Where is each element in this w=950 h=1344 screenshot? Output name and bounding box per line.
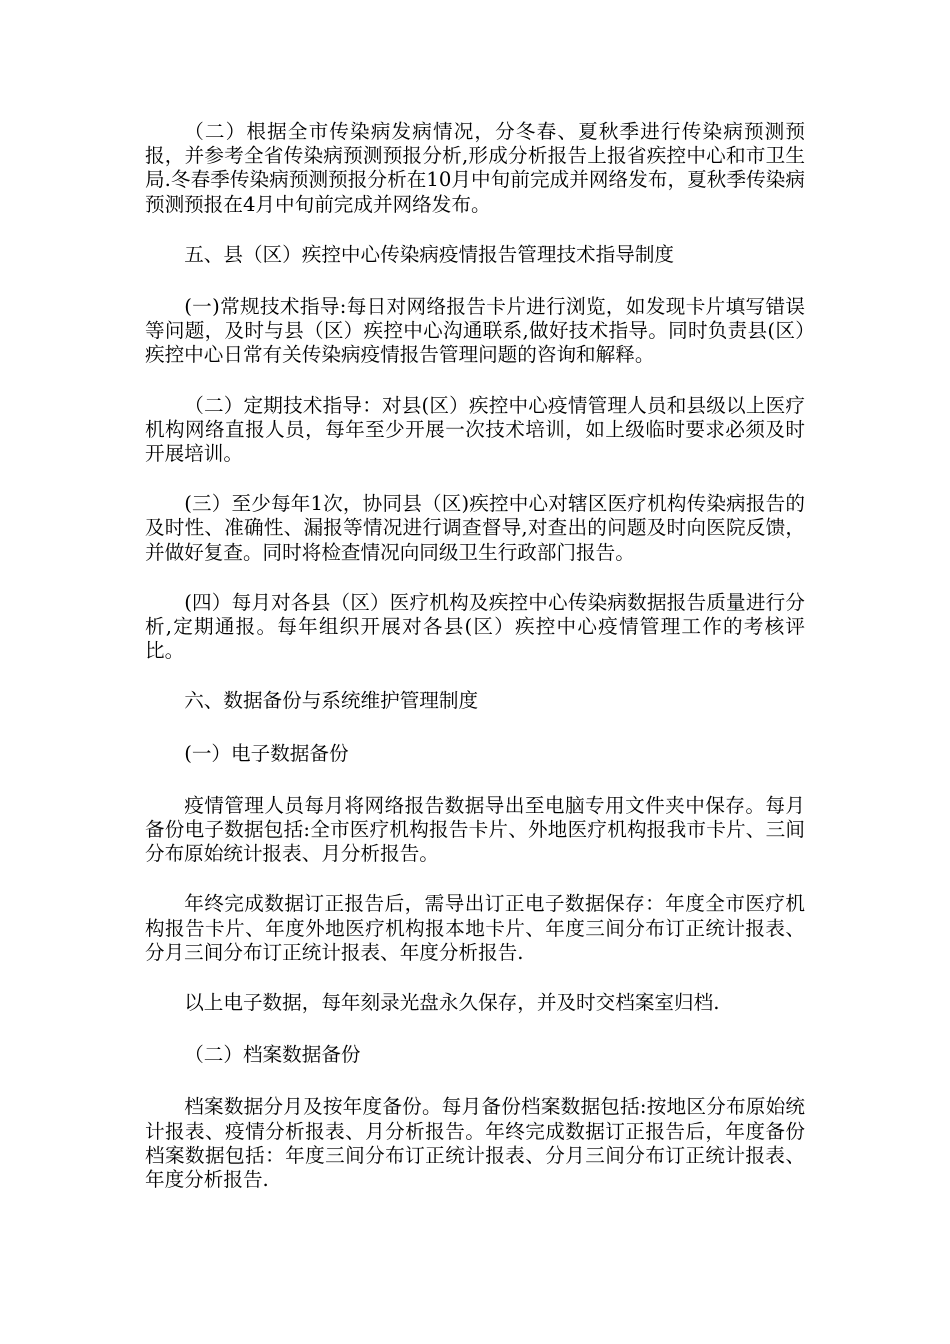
paragraph-yearend-electronic-backup: 年终完成数据订正报告后，需导出订正电子数据保存：年度全市医疗机构报告卡片、年度外地医疗机构报本地卡片、年度三间分布订正统计报表、分月三间分布订正统计报表、年度分析报告. <box>145 892 805 964</box>
paragraph-archive-backup: 档案数据分月及按年度备份。每月备份档案数据包括:按地区分布原始统计报表、疫情分析报表、月分析报告。年终完成数据订正报告后，年度备份档案数据包括：年度三间分布订正统计报表、分月三间分布订正统计报表、年度分析报告. <box>145 1095 805 1192</box>
paragraph-disc-archiving: 以上电子数据，每年刻录光盘永久保存，并及时交档案室归档. <box>184 991 720 1015</box>
document-page <box>145 120 805 1218</box>
subheading-archive-backup: （二）档案数据备份 <box>184 1043 361 1067</box>
subheading-electronic-backup: (一）电子数据备份 <box>184 741 349 765</box>
paragraph-monthly-electronic-backup: 疫情管理人员每月将网络报告数据导出至电脑专用文件夹中保存。每月备份电子数据包括:全市医疗机构报告卡片、外地医疗机构报我市卡片、三间分布原始统计报表、月分析报告。 <box>145 793 805 866</box>
paragraph-monthly-analysis: (四）每月对各县（区）医疗机构及疾控中心传染病数据报告质量进行分析,定期通报。每年组织开展对各县(区）疾控中心疫情管理工作的考核评比。 <box>145 590 805 663</box>
section-heading-six: 六、数据备份与系统维护管理制度 <box>184 689 479 713</box>
paragraph-routine-guidance: (一)常规技术指导:每日对网络报告卡片进行浏览，如发现卡片填写错误等问题，及时与县（区）疾控中心沟通联系,做好技术指导。同时负责县(区）疾控中心日常有关传染病疫情报告管理问题的咨询和解释。 <box>145 295 805 367</box>
section-heading-five: 五、县（区）疾控中心传染病疫情报告管理技术指导制度 <box>184 242 675 266</box>
paragraph-periodic-guidance: （二）定期技术指导：对县(区）疾控中心疫情管理人员和县级以上医疗机构网络直报人员，每年至少开展一次技术培训，如上级临时要求必须及时开展培训。 <box>145 393 805 466</box>
paragraph-annual-inspection: (三）至少每年1次，协同县（区)疾控中心对辖区医疗机构传染病报告的及时性、准确性、漏报等情况进行调查督导,对查出的问题及时向医院反馈，并做好复查。同时将检查情况向同级卫生行政部门报告。 <box>145 492 805 564</box>
paragraph-forecast-reporting: （二）根据全市传染病发病情况，分冬春、夏秋季进行传染病预测预报，并参考全省传染病预测预报分析,形成分析报告上报省疾控中心和市卫生局.冬春季传染病预测预报分析在10月中旬前完成并网络发布，夏秋季传染病预测预报在4月中旬前完成并网络发布。 <box>145 120 805 216</box>
